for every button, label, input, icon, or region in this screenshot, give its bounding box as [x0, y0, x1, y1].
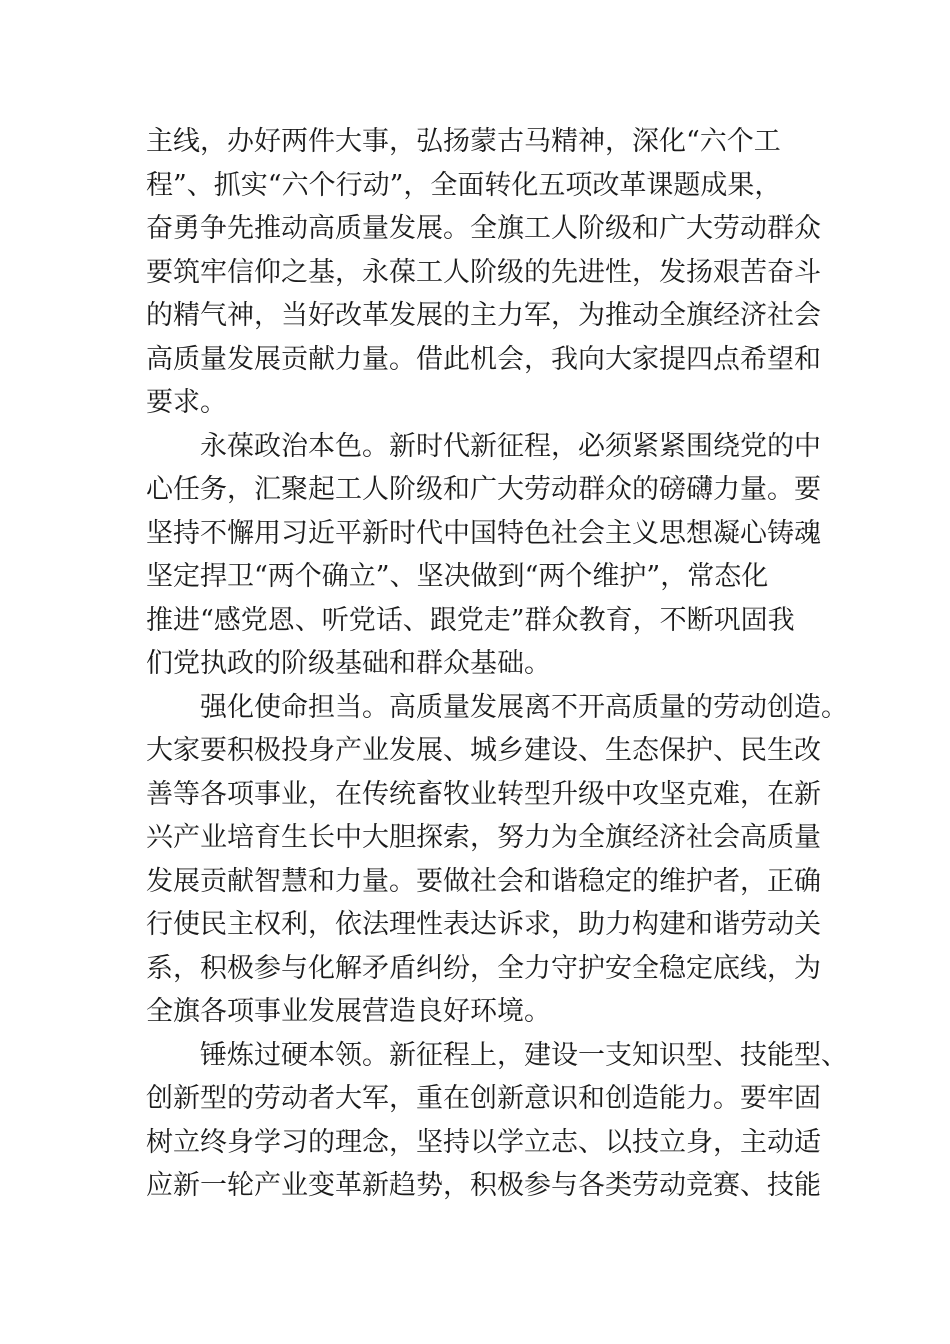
text-line: 永葆政治本色。新时代新征程，必须紧紧围绕党的中: [200, 430, 821, 462]
text-line: 发展贡献智慧和力量。要做社会和谐稳定的维护者，正确: [146, 865, 821, 897]
text-line: 程”、抓实“六个行动”，全面转化五项改革课题成果，: [146, 169, 782, 201]
text-line: 主线，办好两件大事，弘扬蒙古马精神，深化“六个工: [146, 126, 781, 157]
text-line: 心任务，汇聚起工人阶级和广大劳动群众的磅礴力量。要: [146, 474, 821, 505]
text-line: 们党执政的阶级基础和群众基础。: [146, 648, 551, 679]
text-line: 树立终身学习的理念，坚持以学立志、以技立身，主动适: [146, 1126, 821, 1158]
paragraph-1: [146, 120, 826, 425]
text-line: 善等各项事业，在传统畜牧业转型升级中攻坚克难，在新: [146, 778, 821, 810]
paragraph-3: [146, 686, 848, 1034]
text-line: 行使民主权利，依法理性表达诉求，助力构建和谐劳动关: [146, 909, 821, 940]
text-line: 要求。: [146, 387, 227, 418]
document-body: [146, 120, 848, 1208]
text-line: 强化使命担当。高质量发展离不开高质量的劳动创造。: [200, 691, 848, 723]
text-line: 坚定捍卫“两个确立”、坚决做到“两个维护”，常态化: [146, 561, 769, 592]
text-line: 创新型的劳动者大军，重在创新意识和创造能力。要牢固: [146, 1083, 821, 1114]
text-line: 大家要积极投身产业发展、城乡建设、生态保护、民生改: [146, 735, 821, 766]
text-line: 应新一轮产业变革新趋势，积极参与各类劳动竞赛、技能: [146, 1170, 821, 1201]
text-line: 坚持不懈用习近平新时代中国特色社会主义思想凝心铸魂: [146, 517, 821, 549]
text-line: 的精气神，当好改革发展的主力军，为推动全旗经济社会: [146, 300, 821, 331]
text-line: 兴产业培育生长中大胆探索，努力为全旗经济社会高质量: [146, 822, 821, 853]
text-line: 要筑牢信仰之基，永葆工人阶级的先进性，发扬艰苦奋斗: [146, 256, 821, 288]
text-line: 系，积极参与化解矛盾纠纷，全力守护安全稳定底线，为: [146, 952, 821, 984]
text-line: 锤炼过硬本领。新征程上，建设一支知识型、技能型、: [200, 1039, 848, 1071]
text-line: 奋勇争先推动高质量发展。全旗工人阶级和广大劳动群众: [146, 213, 821, 244]
text-line: 高质量发展贡献力量。借此机会，我向大家提四点希望和: [146, 343, 821, 375]
text-line: 推进“感党恩、听党话、跟党走”群众教育，不断巩固我: [146, 604, 795, 636]
paragraph-2: [146, 425, 826, 686]
text-line: 全旗各项事业发展营造良好环境。: [146, 996, 551, 1027]
paragraph-4: [146, 1034, 848, 1208]
